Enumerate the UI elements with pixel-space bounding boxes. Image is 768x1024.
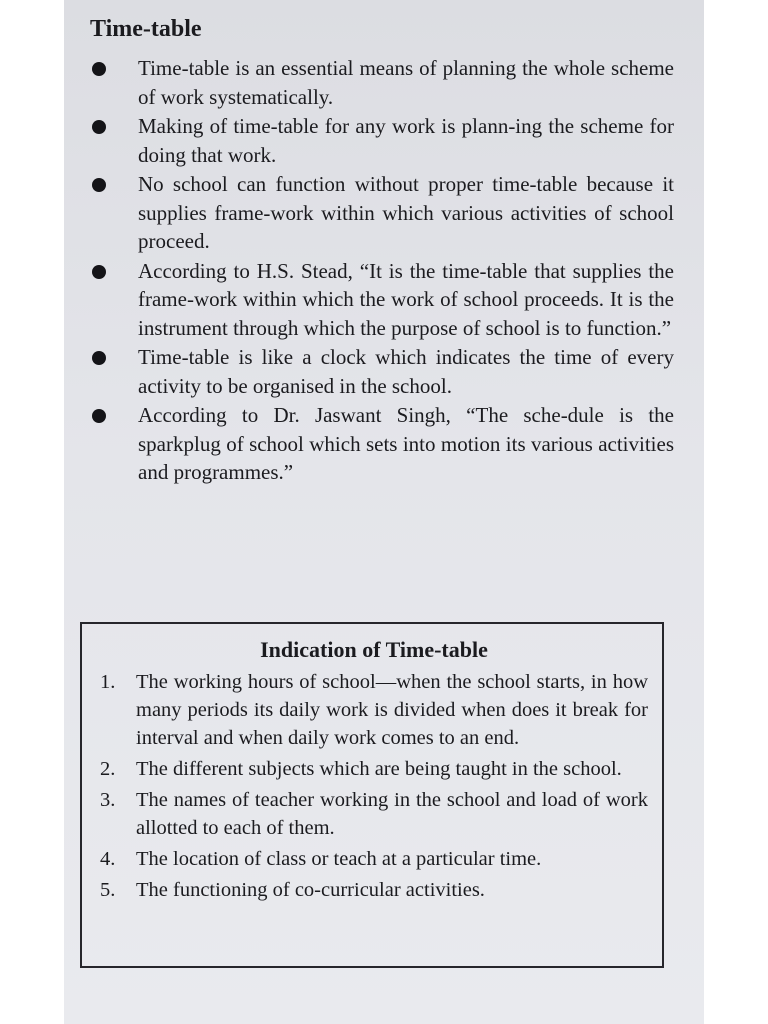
page-sheet: [64, 0, 704, 1024]
indication-box: [80, 622, 664, 968]
indication-item: [100, 786, 648, 842]
item-number: 4.: [100, 848, 116, 870]
bullet-dot-icon: [92, 265, 106, 279]
indication-item: [100, 668, 648, 752]
bullet-dot-icon: [92, 409, 106, 423]
bullet-dot-icon: [92, 120, 106, 134]
bullet-item: [90, 54, 674, 111]
bullet-dot-icon: [92, 351, 106, 365]
item-number: 3.: [100, 789, 116, 811]
item-text: The different subjects which are being taught in the school.: [136, 758, 622, 780]
item-text: The functioning of co-curricular activities.: [136, 879, 485, 901]
bullet-item: [90, 401, 674, 487]
indication-list: [100, 668, 648, 904]
bullet-item: [90, 343, 674, 400]
bullet-text: Time-table is like a clock which indicates the time of every activity to be organised in the school.: [138, 345, 674, 398]
bullet-text: Making of time-table for any work is plann-ing the scheme for doing that work.: [138, 114, 674, 167]
bullet-text: No school can function without proper time-table because it supplies frame-work within which various activities of school proceed.: [138, 172, 674, 253]
bullet-text: According to Dr. Jaswant Singh, “The sche-dule is the sparkplug of school which sets into motion its various activities and programmes.”: [138, 403, 674, 484]
bullet-item: [90, 112, 674, 169]
page-content: [90, 14, 674, 488]
bullet-dot-icon: [92, 62, 106, 76]
item-number: 5.: [100, 879, 116, 901]
item-text: The names of teacher working in the school and load of work allotted to each of them.: [136, 789, 648, 839]
box-title: Indication of Time-table: [260, 637, 488, 662]
item-text: The location of class or teach at a particular time.: [136, 848, 542, 870]
bullet-item: [90, 257, 674, 343]
item-number: 2.: [100, 758, 116, 780]
indication-item: [100, 845, 648, 873]
bullet-dot-icon: [92, 178, 106, 192]
bullet-item: [90, 170, 674, 256]
item-text: The working hours of school—when the school starts, in how many periods its daily work is divided when does it break for interval and when daily work comes to an end.: [136, 671, 648, 749]
bullet-text: According to H.S. Stead, “It is the time-table that supplies the frame-work within which the work of school proceeds. It is the instrument through which the purpose of school is to function.”: [138, 258, 674, 340]
section-heading: Time-table: [90, 16, 202, 42]
indication-item: [100, 755, 648, 783]
indication-item: [100, 876, 648, 904]
bullet-text: Time-table is an essential means of planning the whole scheme of work systematically.: [138, 56, 674, 109]
item-number: 1.: [100, 671, 116, 693]
bullet-list: [90, 54, 674, 487]
